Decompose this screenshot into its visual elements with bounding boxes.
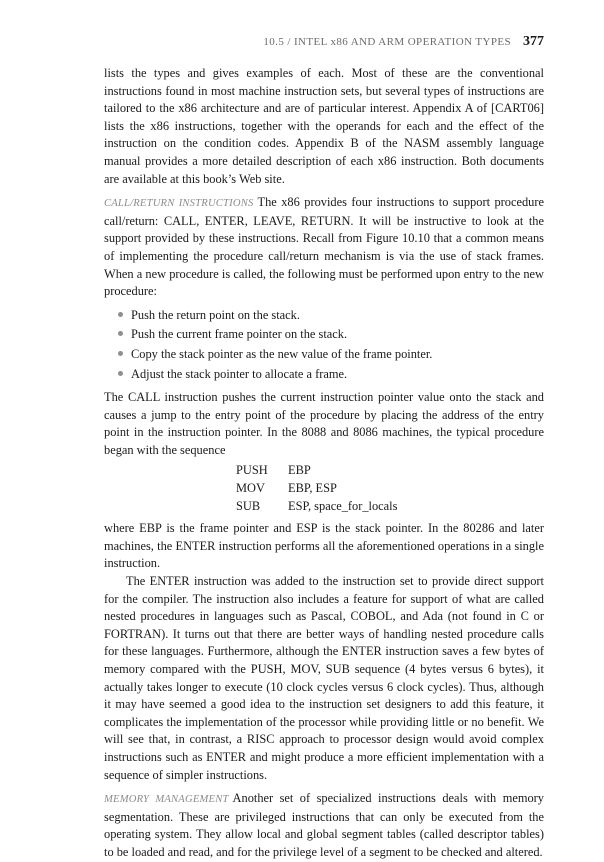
code-operands: EBP — [288, 463, 311, 478]
list-item — [118, 326, 544, 344]
frame-pointer-paragraph: where EBP is the frame pointer and ESP is the stack pointer. In the 80286 and later machines, the ENTER instruction performs all the aforementioned operations in a single instruction. — [104, 521, 544, 571]
memory-management-text: Another set of specialized instructions deals with memory segmentation. These are privileged instructions that can only be executed from the operating system. They allow local and global segment tables (called descriptor tables) to be loaded and read, and for the privilege level of a segment to be checked and altered. — [104, 791, 544, 859]
code-operands: EBP, ESP — [288, 481, 337, 496]
document-page — [104, 34, 544, 862]
memory-management-paragraph — [104, 790, 544, 861]
code-opcode: SUB — [236, 498, 261, 513]
running-head: 10.5 / INTEL x86 AND ARM OPERATION TYPES — [263, 36, 511, 48]
page-header — [104, 34, 544, 58]
enter-instruction-paragraph: The ENTER instruction was added to the instruction set to provide direct support for the compiler. The instruction also includes a feature for support of what are called nested procedures in languages such as Pascal, COBOL, and Ada (not found in C or FORTRAN). It turns out that there are better ways of handling nested procedure calls for these languages. Furthermore, although the ENTER instruction saves a few bytes of memory compared with the PUSH, MOV, SUB sequence (4 bytes versus 6 bytes), it actually takes longer to execute (10 clock cycles versus 6 clock cycles). Thus, although it may have seemed a good idea to the instruction set designers to add this feature, it complicates the implementation of the processor while providing little or no benefit. We will see that, in contrast, a RISC approach to processor design would avoid complex instructions such as ENTER and might produce a more efficient implementation with a sequence of simpler instructions. — [104, 574, 544, 782]
code-opcode: PUSH — [236, 463, 268, 478]
call-return-heading: CALL/RETURN INSTRUCTIONS — [104, 198, 254, 210]
intro-paragraph: lists the types and gives examples of each. Most of these are the conventional instructions found in most machine instruction sets, but several types of instructions are tailored to the x86 architecture and are of particular interest. Appendix A of [CART06] lists the x86 instructions, together with the operands for each and the effect of the instruction on the condition codes. Appendix B of the NASM assembly language manual provides a more detailed description of each x86 instruction. Both documents are available at this book’s Web site. — [104, 66, 544, 186]
list-item-text: Adjust the stack pointer to allocate a frame. — [131, 366, 348, 381]
procedure-entry-steps — [104, 307, 544, 383]
code-opcode: MOV — [236, 481, 265, 496]
call-return-text: The x86 provides four instructions to support procedure call/return: CALL, ENTER, LEAVE, RETURN. It will be instructive to look at the support provided by these instructions. Recall from Figure 10.10 that a common means of implementing the procedure call/return mechanism is via the use of stack frames. When a new procedure is called, the following must be performed upon entry to the new procedure: — [104, 195, 544, 299]
bullet-icon — [118, 371, 123, 376]
list-item — [118, 366, 544, 384]
list-item — [118, 307, 544, 325]
code-operands: ESP, space_for_locals — [288, 498, 398, 513]
list-item-text: Copy the stack pointer as the new value of the frame pointer. — [131, 346, 433, 361]
page-number: 377 — [523, 34, 544, 49]
memory-management-heading: MEMORY MANAGEMENT — [104, 794, 229, 806]
list-item-text: Push the current frame pointer on the stack. — [131, 327, 348, 342]
list-item-text: Push the return point on the stack. — [131, 307, 300, 322]
code-line — [236, 462, 397, 480]
bullet-icon — [118, 331, 123, 336]
code-line — [236, 498, 397, 516]
code-line — [236, 480, 397, 498]
list-item — [118, 346, 544, 364]
bullet-icon — [118, 351, 123, 356]
call-return-paragraph — [104, 194, 544, 301]
bullet-icon — [118, 312, 123, 317]
code-sequence — [236, 462, 397, 515]
call-instruction-paragraph: The CALL instruction pushes the current instruction pointer value onto the stack and causes a jump to the entry point of the procedure by placing the address of the entry point in the instruction pointer. In the 8088 and 8086 machines, the typical procedure began with the sequence — [104, 390, 544, 457]
